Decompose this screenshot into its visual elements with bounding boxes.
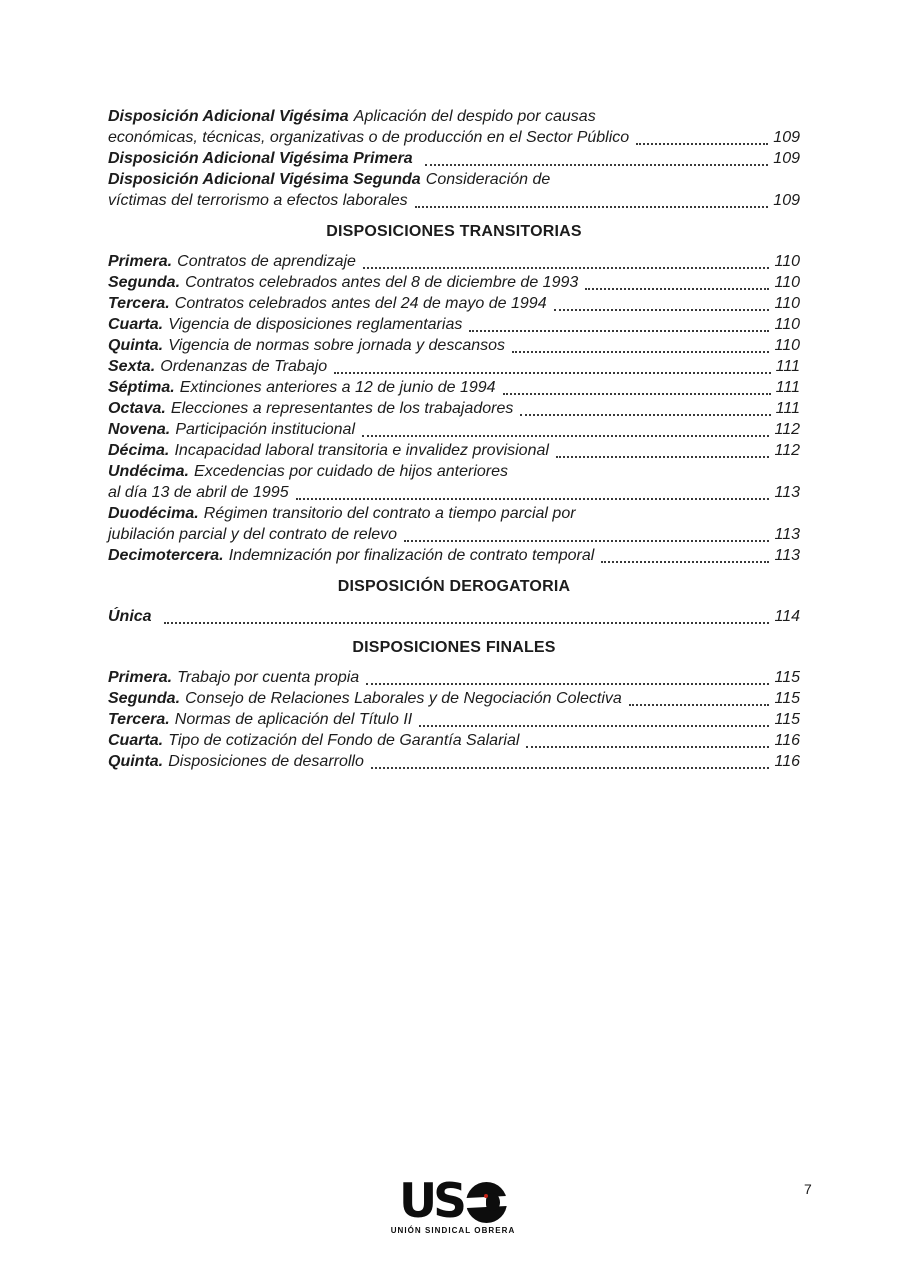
entry-title: Vigencia de normas sobre jornada y descansos xyxy=(168,337,506,354)
toc-entry xyxy=(108,335,800,356)
toc-entry-continuation xyxy=(108,127,800,148)
entry-title: Excedencias por cuidado de hijos anteriores xyxy=(194,463,508,480)
entry-title: Vigencia de disposiciones reglamentarias xyxy=(168,316,463,333)
entry-label: Cuarta. xyxy=(108,732,164,749)
logo-red-dot xyxy=(484,1194,488,1198)
section-heading-finales: DISPOSICIONES FINALES xyxy=(352,639,556,656)
toc-entry xyxy=(108,440,800,461)
logo-fist-icon xyxy=(486,1193,500,1211)
entry-label: Novena. xyxy=(108,421,171,438)
entry-title: Indemnización por finalización de contrato temporal xyxy=(228,547,595,564)
entry-title-cont: jubilación parcial y del contrato de relevo xyxy=(108,526,398,543)
entry-page: 116 xyxy=(774,753,800,770)
entry-title: Participación institucional xyxy=(175,421,356,438)
entry-label: Undécima. xyxy=(108,463,189,480)
entry-label: Duodécima. xyxy=(108,505,199,522)
dot-leader xyxy=(503,393,771,395)
toc-entry xyxy=(108,356,800,377)
entry-label: Quinta. xyxy=(108,753,164,770)
toc-entry xyxy=(108,377,800,398)
entry-page: 112 xyxy=(774,442,800,459)
entry-label: Única xyxy=(108,608,152,625)
entry-label: Décima. xyxy=(108,442,170,459)
toc-entry-continuation xyxy=(108,482,800,503)
toc-entry xyxy=(108,461,800,482)
entry-label: Octava. xyxy=(108,400,166,417)
dot-leader xyxy=(334,372,771,374)
toc-entry xyxy=(108,730,800,751)
entry-label: Segunda. xyxy=(108,690,181,707)
toc-entry xyxy=(108,688,800,709)
dot-leader xyxy=(556,456,770,458)
entry-label: Quinta. xyxy=(108,337,164,354)
entry-page: 114 xyxy=(774,608,800,625)
entry-page: 113 xyxy=(774,547,800,564)
dot-leader xyxy=(629,704,770,706)
entry-label: Tercera. xyxy=(108,711,170,728)
entry-label: Segunda. xyxy=(108,274,181,291)
dot-leader xyxy=(419,725,769,727)
entry-label: Disposición Adicional Vigésima Primera xyxy=(108,150,413,167)
entry-page: 113 xyxy=(774,484,800,501)
dot-leader xyxy=(296,498,770,500)
section-heading-derogatoria: DISPOSICIÓN DEROGATORIA xyxy=(337,578,571,595)
dot-leader xyxy=(371,767,770,769)
entry-label: Tercera. xyxy=(108,295,170,312)
entry-title: Contratos celebrados antes del 8 de diciembre de 1993 xyxy=(185,274,579,291)
entry-label: Primera. xyxy=(108,253,173,270)
entry-label: Decimotercera. xyxy=(108,547,224,564)
toc-entry xyxy=(108,419,800,440)
entry-page: 111 xyxy=(775,400,800,417)
entry-page: 115 xyxy=(774,690,800,707)
entry-title: Consideración de xyxy=(425,171,551,188)
entry-label: Disposición Adicional Vigésima Segunda xyxy=(108,171,421,188)
dot-leader xyxy=(636,143,768,145)
entry-title: Consejo de Relaciones Laborales y de Negociación Colectiva xyxy=(185,690,622,707)
entry-page: 110 xyxy=(774,337,800,354)
entry-page: 113 xyxy=(774,526,800,543)
entry-title: Aplicación del despido por causas xyxy=(353,108,596,125)
toc-entry xyxy=(108,545,800,566)
uso-logo-letters xyxy=(398,1174,507,1229)
entry-title-cont: económicas, técnicas, organizativas o de producción en el Sector Público xyxy=(108,129,630,146)
entry-page: 115 xyxy=(774,669,800,686)
dot-leader xyxy=(469,330,769,332)
dot-leader xyxy=(362,435,769,437)
entry-page: 111 xyxy=(775,379,800,396)
toc-entry xyxy=(108,751,800,772)
toc-entry xyxy=(108,169,800,190)
entry-page: 109 xyxy=(773,192,800,209)
dot-leader xyxy=(415,206,769,208)
dot-leader xyxy=(520,414,770,416)
dot-leader xyxy=(366,683,769,685)
entry-title-cont: al día 13 de abril de 1995 xyxy=(108,484,289,501)
dot-leader xyxy=(601,561,769,563)
entry-page: 112 xyxy=(774,421,800,438)
dot-leader xyxy=(526,746,769,748)
section-heading-transitorias: DISPOSICIONES TRANSITORIAS xyxy=(326,223,582,240)
entry-label: Séptima. xyxy=(108,379,175,396)
uso-logo-o-icon xyxy=(466,1182,507,1223)
toc-entry xyxy=(108,106,800,127)
entry-title: Régimen transitorio del contrato a tiempo parcial por xyxy=(203,505,576,522)
entry-title: Normas de aplicación del Título II xyxy=(174,711,413,728)
entry-label: Cuarta. xyxy=(108,316,164,333)
entry-page: 109 xyxy=(773,129,800,146)
entry-title: Extinciones anteriores a 12 de junio de 1994 xyxy=(179,379,496,396)
entry-title: Elecciones a representantes de los trabajadores xyxy=(170,400,514,417)
toc-entry xyxy=(108,709,800,730)
entry-page: 110 xyxy=(774,274,800,291)
entry-title: Trabajo por cuenta propia xyxy=(177,669,360,686)
entry-page: 110 xyxy=(774,253,800,270)
entry-title: Tipo de cotización del Fondo de Garantía Salarial xyxy=(168,732,520,749)
entry-page: 110 xyxy=(774,295,800,312)
dot-leader xyxy=(164,622,770,624)
dot-leader xyxy=(512,351,769,353)
table-of-contents xyxy=(108,106,800,772)
toc-entry xyxy=(108,606,800,627)
toc-entry xyxy=(108,314,800,335)
toc-entry xyxy=(108,293,800,314)
entry-page: 111 xyxy=(775,358,800,375)
entry-label: Sexta. xyxy=(108,358,156,375)
dot-leader xyxy=(404,540,769,542)
page-number: 7 xyxy=(804,1181,812,1197)
entry-page: 115 xyxy=(774,711,800,728)
toc-entry xyxy=(108,272,800,293)
entry-title: Disposiciones de desarrollo xyxy=(168,753,364,770)
toc-entry xyxy=(108,251,800,272)
entry-title: Incapacidad laboral transitoria e invalidez provisional xyxy=(174,442,549,459)
toc-entry-continuation xyxy=(108,190,800,211)
toc-entry-continuation xyxy=(108,524,800,545)
toc-entry xyxy=(108,503,800,524)
uso-logo-us-text: US xyxy=(398,1174,463,1229)
entry-label: Disposición Adicional Vigésima xyxy=(108,108,349,125)
uso-logo-subtext: UNIÓN SINDICAL OBRERA xyxy=(390,1226,516,1235)
toc-entry xyxy=(108,148,800,169)
entry-page: 109 xyxy=(773,150,800,167)
dot-leader xyxy=(554,309,770,311)
entry-title: Contratos de aprendizaje xyxy=(177,253,356,270)
toc-entry xyxy=(108,398,800,419)
uso-logo xyxy=(0,1174,906,1235)
toc-entry xyxy=(108,667,800,688)
entry-page: 116 xyxy=(774,732,800,749)
dot-leader xyxy=(585,288,769,290)
entry-title: Contratos celebrados antes del 24 de mayo de 1994 xyxy=(174,295,547,312)
entry-label: Primera. xyxy=(108,669,173,686)
entry-title-cont: víctimas del terrorismo a efectos laborales xyxy=(108,192,408,209)
dot-leader xyxy=(363,267,770,269)
dot-leader xyxy=(425,164,769,166)
entry-title: Ordenanzas de Trabajo xyxy=(160,358,328,375)
entry-page: 110 xyxy=(774,316,800,333)
